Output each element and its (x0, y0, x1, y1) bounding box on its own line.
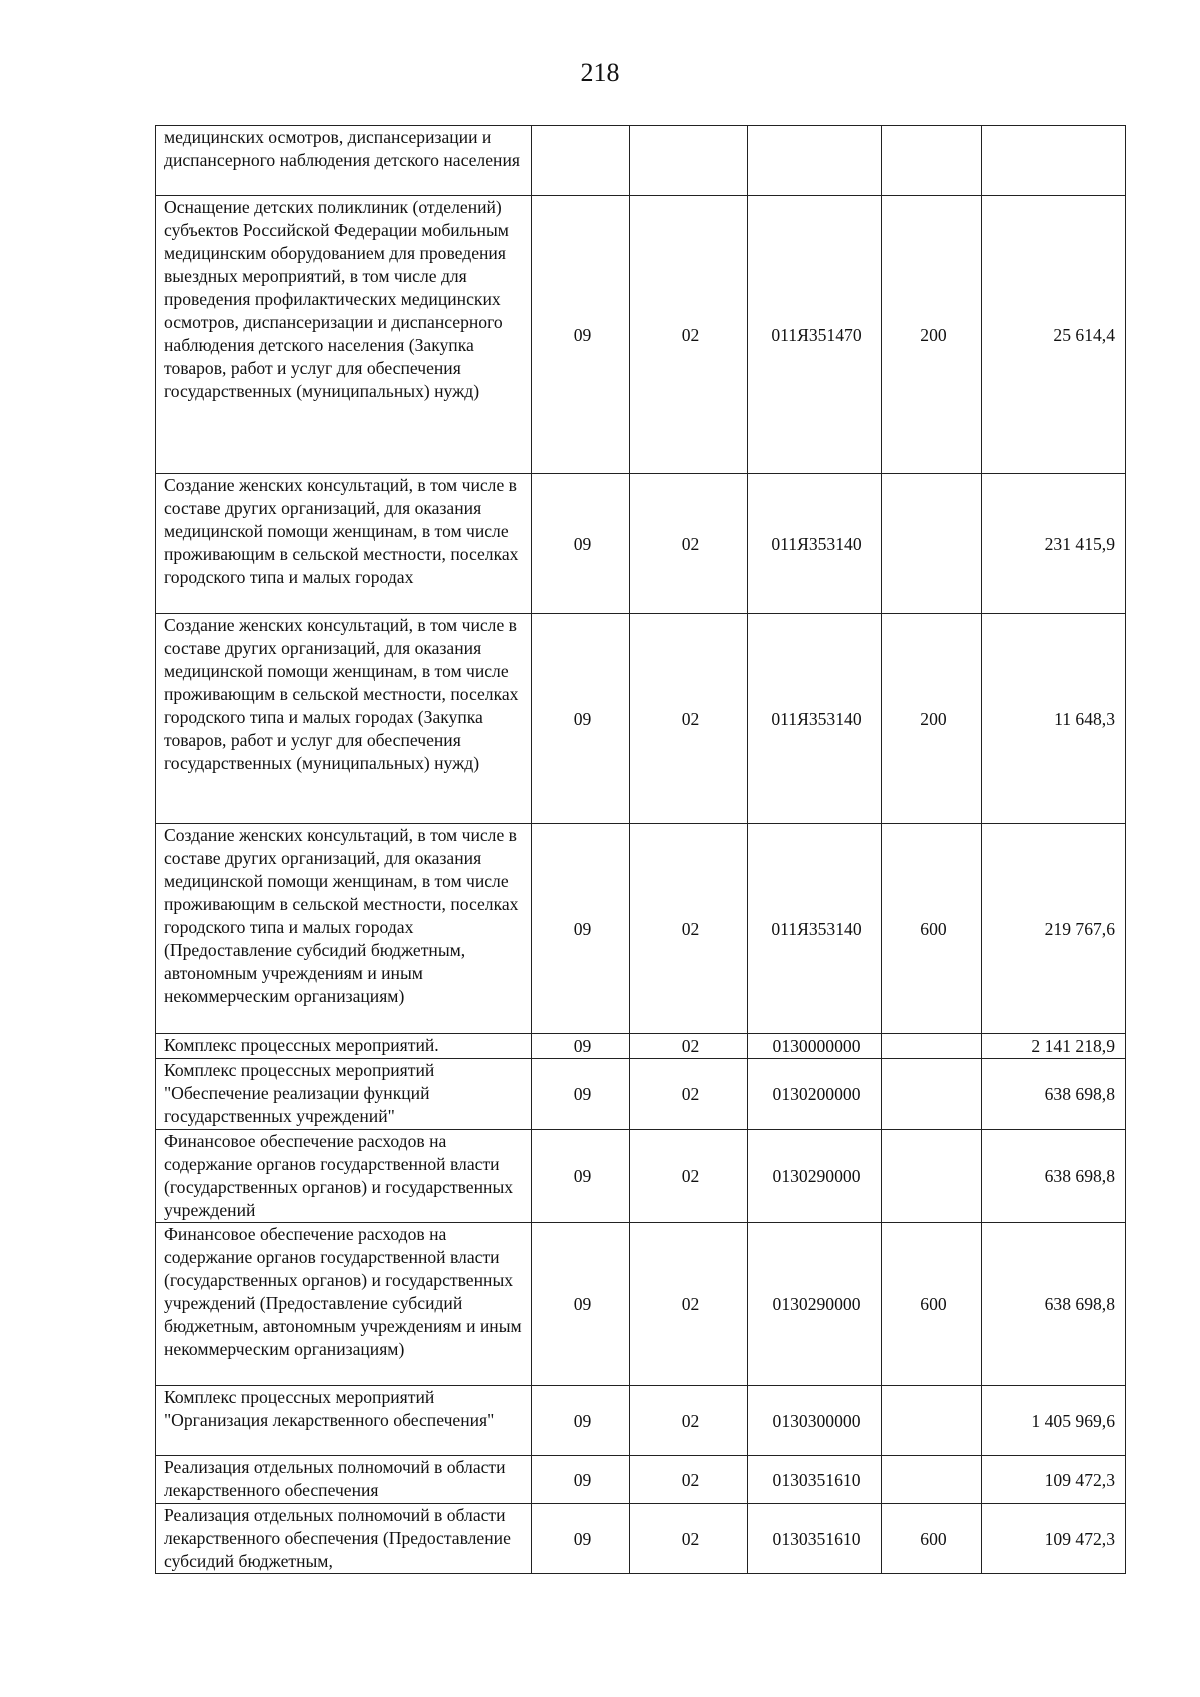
subsection-cell: 02 (630, 824, 748, 1034)
target-article-cell: 0130300000 (748, 1386, 882, 1456)
expense-type-cell: 600 (882, 1223, 982, 1386)
table-row (156, 1504, 1126, 1574)
table-row (156, 824, 1126, 1034)
amount-cell (982, 126, 1126, 196)
amount-cell: 638 698,8 (982, 1059, 1126, 1130)
section-cell: 09 (532, 824, 630, 1034)
subsection-cell: 02 (630, 1034, 748, 1059)
subsection-cell: 02 (630, 1223, 748, 1386)
row-name-cell: Комплекс процессных мероприятий "Обеспечение реализации функций государственных учреждений" (156, 1059, 532, 1130)
table-row (156, 1059, 1126, 1130)
row-name-cell: Создание женских консультаций, в том числе в составе других организаций, для оказания медицинской помощи женщинам, в том числе проживающим в сельской местности, поселках городского типа и малых городах (156, 474, 532, 614)
row-name-cell: Создание женских консультаций, в том числе в составе других организаций, для оказания медицинской помощи женщинам, в том числе проживающим в сельской местности, поселках городского типа и малых городах (Закупка товаров, работ и услуг для обеспечения государственных (муниципальных) нужд) (156, 614, 532, 824)
subsection-cell: 02 (630, 474, 748, 614)
target-article-cell: 011Я353140 (748, 474, 882, 614)
row-name-cell: Реализация отдельных полномочий в области лекарственного обеспечения (156, 1456, 532, 1504)
table-row (156, 614, 1126, 824)
section-cell: 09 (532, 474, 630, 614)
section-cell: 09 (532, 1130, 630, 1223)
target-article-cell: 0130000000 (748, 1034, 882, 1059)
subsection-cell: 02 (630, 1386, 748, 1456)
amount-cell: 109 472,3 (982, 1504, 1126, 1574)
target-article-cell: 011Я353140 (748, 614, 882, 824)
expense-type-cell: 600 (882, 1504, 982, 1574)
expense-type-cell (882, 1386, 982, 1456)
subsection-cell: 02 (630, 1130, 748, 1223)
expense-type-cell (882, 1034, 982, 1059)
table-row (156, 126, 1126, 196)
subsection-cell: 02 (630, 614, 748, 824)
target-article-cell: 0130200000 (748, 1059, 882, 1130)
target-article-cell: 0130290000 (748, 1223, 882, 1386)
subsection-cell: 02 (630, 1059, 748, 1130)
expense-type-cell (882, 474, 982, 614)
target-article-cell: 0130290000 (748, 1130, 882, 1223)
budget-table (155, 125, 1126, 1574)
section-cell: 09 (532, 1034, 630, 1059)
target-article-cell: 0130351610 (748, 1504, 882, 1574)
section-cell: 09 (532, 1456, 630, 1504)
section-cell (532, 126, 630, 196)
amount-cell: 25 614,4 (982, 196, 1126, 474)
expense-type-cell (882, 1059, 982, 1130)
target-article-cell: 011Я351470 (748, 196, 882, 474)
expense-type-cell (882, 1456, 982, 1504)
subsection-cell (630, 126, 748, 196)
page-number: 218 (580, 58, 620, 87)
row-name-cell: Финансовое обеспечение расходов на содержание органов государственной власти (государственных органов) и государственных учреждений (Предоставление субсидий бюджетным, автономным учреждениям и иным некоммерческим организациям) (156, 1223, 532, 1386)
row-name-cell: Оснащение детских поликлиник (отделений) субъектов Российской Федерации мобильным медицинским оборудованием для проведения выездных мероприятий, в том числе для проведения профилактических медицинских осмотров, диспансеризации и диспансерного наблюдения детского населения (Закупка товаров, работ и услуг для обеспечения государственных (муниципальных) нужд) (156, 196, 532, 474)
section-cell: 09 (532, 1504, 630, 1574)
amount-cell: 1 405 969,6 (982, 1386, 1126, 1456)
target-article-cell (748, 126, 882, 196)
row-name-cell: Реализация отдельных полномочий в области лекарственного обеспечения (Предоставление субсидий бюджетным, (156, 1504, 532, 1574)
subsection-cell: 02 (630, 196, 748, 474)
table-row (156, 1386, 1126, 1456)
amount-cell: 638 698,8 (982, 1130, 1126, 1223)
section-cell: 09 (532, 614, 630, 824)
amount-cell: 2 141 218,9 (982, 1034, 1126, 1059)
amount-cell: 638 698,8 (982, 1223, 1126, 1386)
subsection-cell: 02 (630, 1504, 748, 1574)
expense-type-cell (882, 126, 982, 196)
amount-cell: 109 472,3 (982, 1456, 1126, 1504)
table-row (156, 1223, 1126, 1386)
row-name-cell: Комплекс процессных мероприятий "Организация лекарственного обеспечения" (156, 1386, 532, 1456)
row-name-cell: Комплекс процессных мероприятий. (156, 1034, 532, 1059)
section-cell: 09 (532, 196, 630, 474)
table-row (156, 1130, 1126, 1223)
target-article-cell: 0130351610 (748, 1456, 882, 1504)
amount-cell: 11 648,3 (982, 614, 1126, 824)
section-cell: 09 (532, 1059, 630, 1130)
table-row (156, 196, 1126, 474)
subsection-cell: 02 (630, 1456, 748, 1504)
row-name-cell: Финансовое обеспечение расходов на содержание органов государственной власти (государственных органов) и государственных учреждений (156, 1130, 532, 1223)
section-cell: 09 (532, 1386, 630, 1456)
table-row (156, 1456, 1126, 1504)
amount-cell: 219 767,6 (982, 824, 1126, 1034)
expense-type-cell: 200 (882, 614, 982, 824)
expense-type-cell: 200 (882, 196, 982, 474)
row-name-cell: медицинских осмотров, диспансеризации и диспансерного наблюдения детского населения (156, 126, 532, 196)
table-row (156, 1034, 1126, 1059)
row-name-cell: Создание женских консультаций, в том числе в составе других организаций, для оказания медицинской помощи женщинам, в том числе проживающим в сельской местности, поселках городского типа и малых городах (Предоставление субсидий бюджетным, автономным учреждениям и иным некоммерческим организациям) (156, 824, 532, 1034)
amount-cell: 231 415,9 (982, 474, 1126, 614)
expense-type-cell: 600 (882, 824, 982, 1034)
table-row (156, 474, 1126, 614)
section-cell: 09 (532, 1223, 630, 1386)
expense-type-cell (882, 1130, 982, 1223)
target-article-cell: 011Я353140 (748, 824, 882, 1034)
